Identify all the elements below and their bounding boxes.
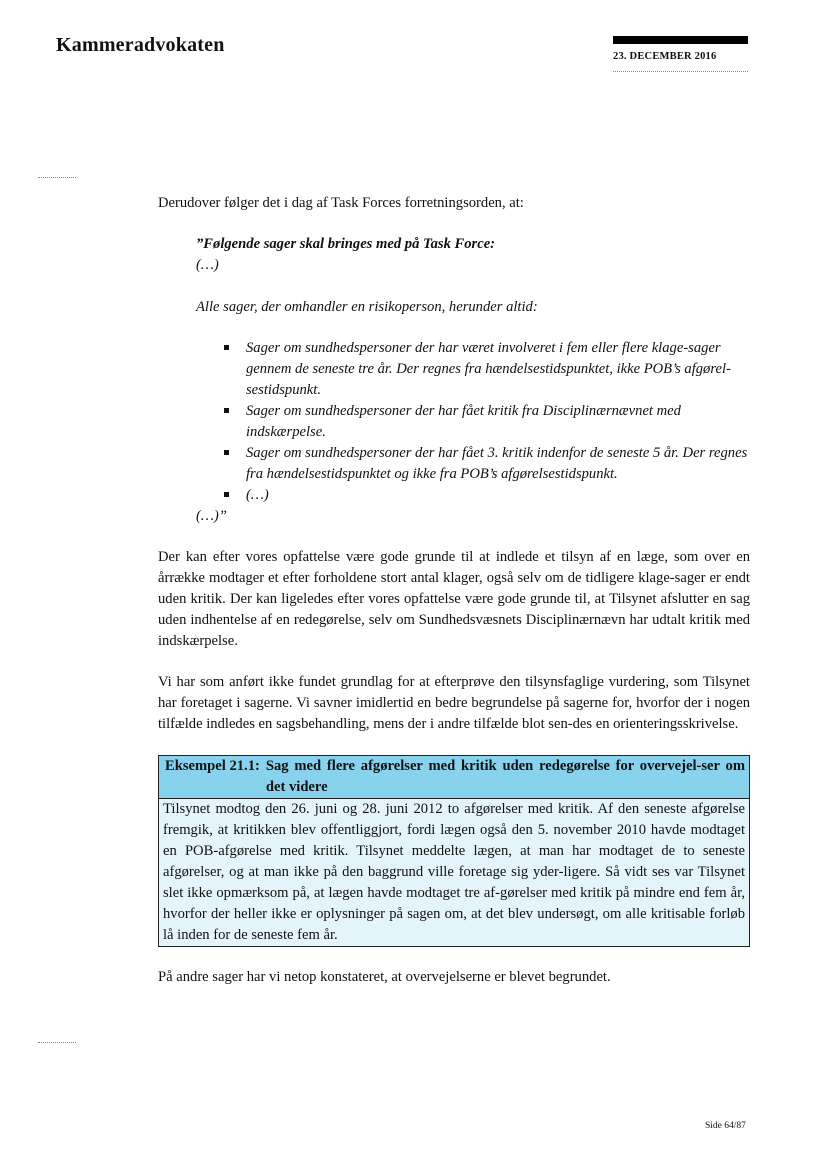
list-item: Sager om sundhedspersoner der har været involveret i fem eller flere klage-sager gennem de seneste tre år. Der regnes fra hændelsestidspunktet, ikke POB’s afgørel-sestidspunkt.	[246, 338, 750, 401]
date-rule	[613, 71, 748, 72]
paragraph: Vi har som anført ikke fundet grundlag for at efterprøve den tilsynsfaglige vurdering, som Tilsynet har foretaget i sagerne. Vi savner imidlertid en bedre begrundelse på sagerne for, hvorfor der i nogen tilfælde indledes en sagsbehandling, mens der i andre tilfælde blot sen-des en orienteringsskrivelse.	[158, 674, 750, 732]
quote-ellipsis: (…)	[196, 257, 219, 273]
example-box	[158, 755, 750, 947]
paragraph: På andre sager har vi netop konstateret, at overvejelserne er blevet begrundet.	[158, 969, 611, 985]
quote-intro: Alle sager, der omhandler en risikoperson, herunder altid:	[196, 299, 538, 315]
example-text: Tilsynet modtog den 26. juni og 28. juni 2012 to afgørelser med kritik. Af den seneste afgørelse fremgik, at kritikken blev offentliggjort, fordi lægen også den 5. november 2010 havde modtaget en POB-afgørelse med kritik. Tilsynet meddelte lægen, at man har modtaget de to seneste afgørelser, og at man ikke på den baggrund ville foretage sig yder-ligere. Så vidt ses var Tilsynet slet ikke opmærksom på, at lægen havde modtaget tre af-gørelser med kritik på mindre end fem år, hvorfor der heller ikke er oplysninger på sagen om, at det blev undersøgt, om alle kritisable forløb lå inden for de seneste fem år.	[159, 799, 749, 946]
lead-paragraph: Derudover følger det i dag af Task Forces forretningsorden, at:	[158, 195, 524, 211]
list-item: (…)	[246, 485, 750, 506]
quote-block	[196, 234, 750, 527]
example-number: Eksempel 21.1:	[165, 758, 260, 774]
list-item: Sager om sundhedspersoner der har fået kritik fra Disciplinærnævnet med indskærpelse.	[246, 401, 750, 443]
date-bar	[613, 36, 748, 44]
list-item: Sager om sundhedspersoner der har fået 3. kritik indenfor de seneste 5 år. Der regnes fra hændelsestidspunktet og ikke fra POB’s afgørelsestidspunkt.	[246, 443, 750, 485]
document-date: 23. DECEMBER 2016	[613, 51, 717, 62]
example-title: Sag med flere afgørelser med kritik uden redegørelse for overvejel-ser om det videre	[265, 758, 745, 795]
paragraph: Der kan efter vores opfattelse være gode grunde til at indlede et tilsyn af en læge, som over en årrække modtager et efter forholdene stort antal klager, også selv om de tidligere klage-sager er endt uden kritik. Der kan ligeledes efter vores opfattelse være gode grunde til, at Tilsynet afslutter en sag uden indhentelse af en redegørelse, selv om Sundhedsvæsnets Disciplinærnævn har udtalt kritik med indskærpelse.	[158, 549, 750, 649]
margin-mark	[38, 1042, 76, 1043]
example-header	[159, 756, 749, 799]
quote-title: ”Følgende sager skal bringes med på Task Force:	[196, 236, 496, 252]
quote-end: (…)”	[196, 508, 227, 524]
quote-bullet-list	[196, 338, 750, 506]
page-number: Side 64/87	[705, 1121, 746, 1131]
margin-mark	[38, 177, 76, 178]
body-content	[158, 193, 750, 1008]
logo-text: Kammeradvokaten	[56, 34, 225, 56]
